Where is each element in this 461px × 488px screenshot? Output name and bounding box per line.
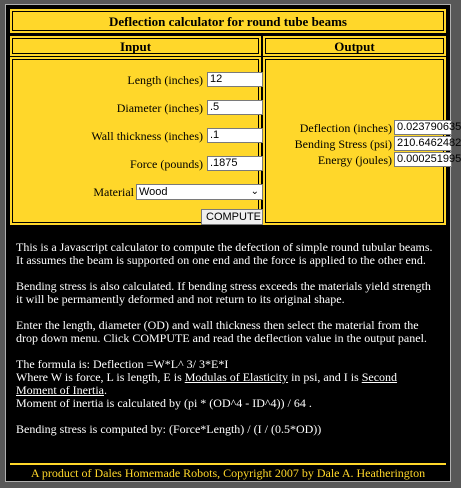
material-select-value: Wood [139, 186, 168, 198]
stress-formula: Bending stress is computed by: (Force*Length) / (I / (0.5*OD)) [16, 422, 322, 436]
formula-explanation: Where W is force, L is length, E is Modulas of Elasticity in psi, and I is Second Moment of Inertia. [16, 370, 398, 397]
input-panel [10, 57, 261, 225]
modulus-link[interactable]: Modulas of Elasticity [184, 370, 289, 384]
description-instructions: Enter the length, diameter (OD) and wall thickness then select the material from the drop down menu. Click COMPUTE and read the deflection value in the output panel. [16, 318, 427, 345]
material-select[interactable] [136, 184, 263, 200]
calculator-frame [5, 4, 461, 482]
output-panel [263, 57, 461, 225]
material-label: Material [93, 185, 134, 199]
output-header: Output [263, 36, 446, 56]
length-input[interactable]: 12 [207, 72, 263, 87]
force-input[interactable]: .1875 [207, 156, 263, 171]
wall-thickness-input[interactable]: .1 [207, 128, 263, 143]
formula-text: The formula is: Deflection =W*L^ 3/ 3*E*I [16, 357, 229, 371]
bending-stress-output[interactable]: 210.6462482 [394, 136, 452, 151]
compute-button[interactable]: COMPUTE [201, 209, 263, 225]
deflection-label: Deflection (inches) [299, 121, 392, 135]
deflection-output[interactable]: 0.023790635 [394, 120, 452, 135]
page-title: Deflection calculator for round tube beams [10, 9, 446, 33]
length-label: Length (inches) [127, 73, 203, 87]
energy-label: Energy (joules) [317, 153, 392, 167]
bending-stress-label: Bending Stress (psi) [294, 137, 392, 151]
force-label: Force (pounds) [130, 157, 203, 171]
description-stress: Bending stress is also calculated. If bending stress exceeds the materials yield strength it will be permamently deformed and not return to its original shape. [16, 279, 431, 306]
description-panel [10, 229, 446, 461]
description-intro: This is a Javascript calculator to compute the defection of simple round tubular beams. It assumes the beam is supported on one end and the force is applied to the other end. [16, 240, 433, 267]
moment-formula: Moment of inertia is calculated by (pi * (OD^4 - ID^4)) / 64 . [16, 396, 312, 410]
energy-output[interactable]: 0.000251995 [394, 152, 452, 167]
input-header: Input [10, 36, 261, 56]
wall-thickness-label: Wall thickness (inches) [91, 129, 203, 143]
diameter-input[interactable]: .5 [207, 100, 263, 115]
inertia-link[interactable]: Second Moment of Inertia [16, 370, 398, 397]
footer-copyright: A product of Dales Homemade Robots, Copyright 2007 by Dale A. Heatherington [10, 463, 446, 481]
chevron-down-icon: ⌄ [250, 186, 259, 197]
diameter-label: Diameter (inches) [116, 101, 203, 115]
